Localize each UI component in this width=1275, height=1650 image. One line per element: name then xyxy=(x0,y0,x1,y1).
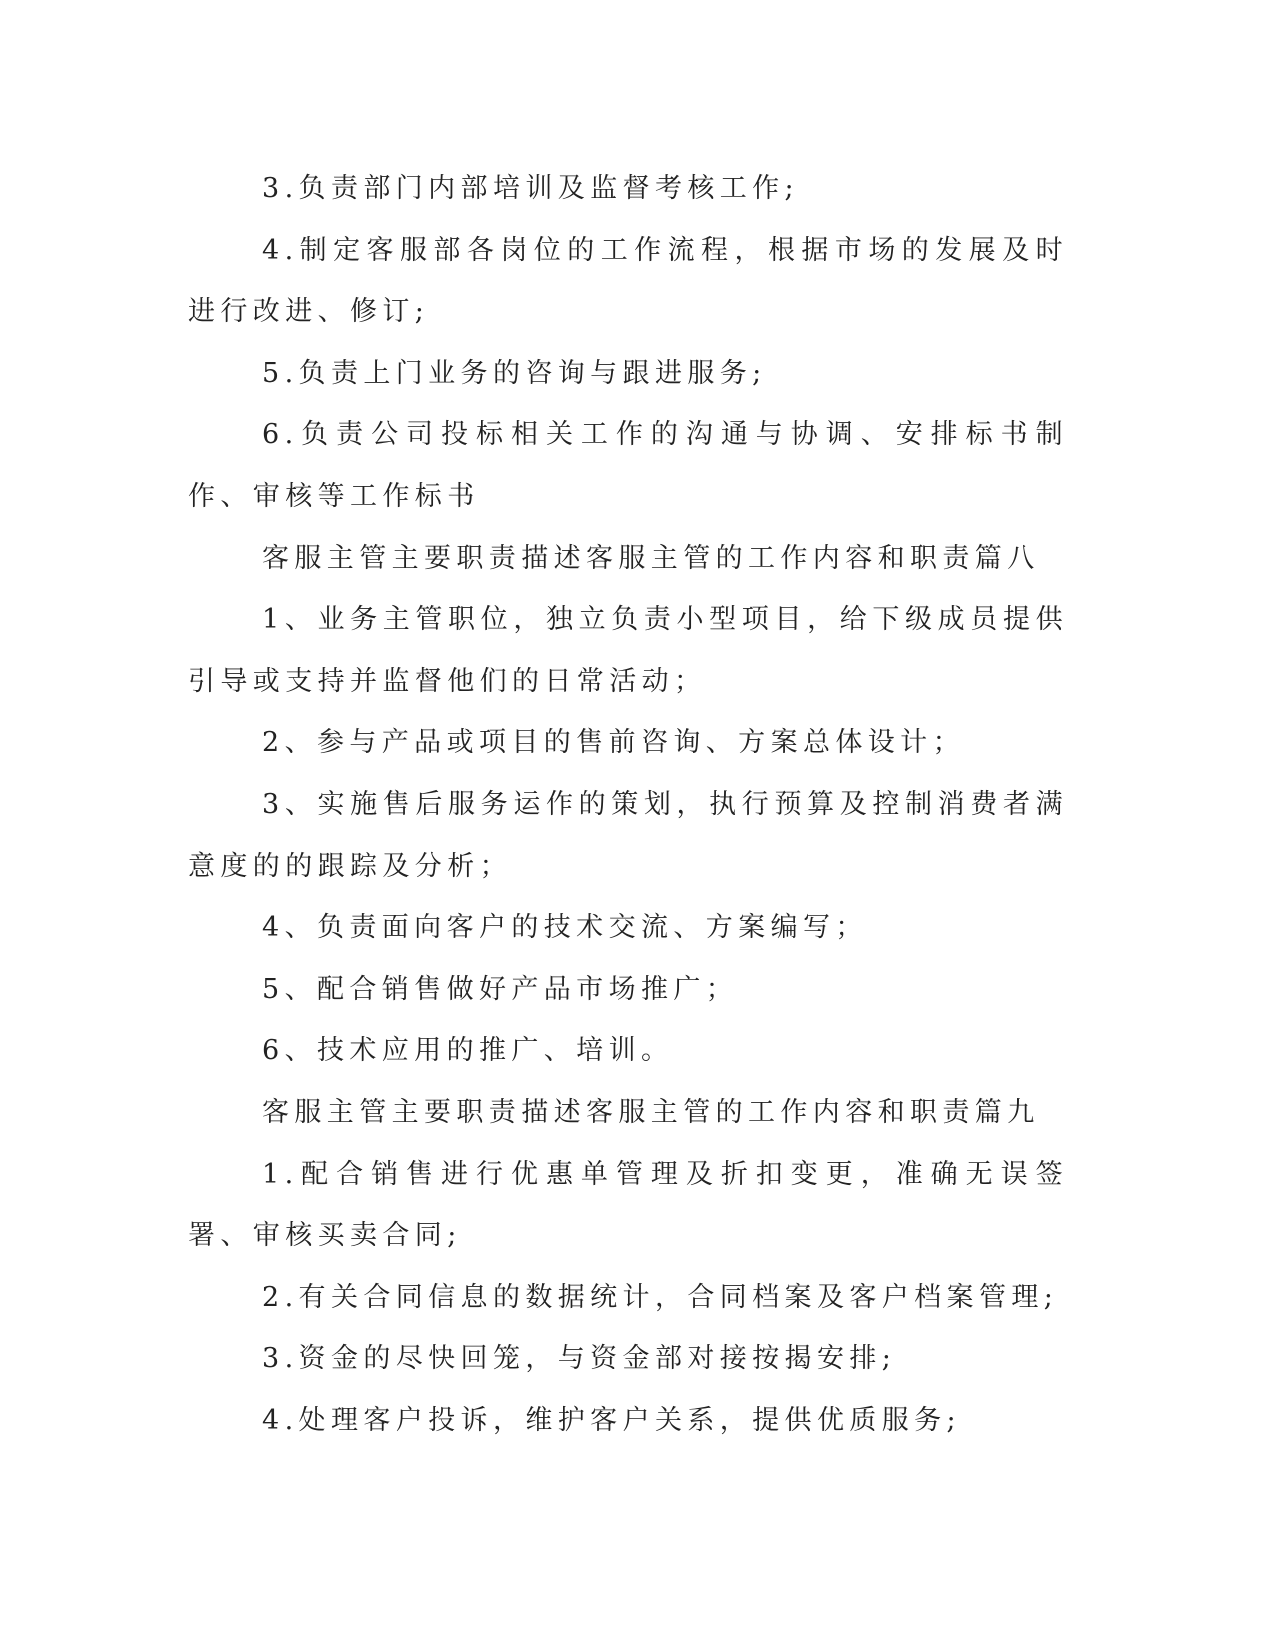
paragraph-duty-4-workflow: 4.制定客服部各岗位的工作流程，根据市场的发展及时进行改进、修订; xyxy=(188,234,1068,328)
paragraph-duty-5-onsite-service: 5.负责上门业务的咨询与跟进服务; xyxy=(262,357,767,389)
paragraph-duty-3-training: 3.负责部门内部培训及监督考核工作; xyxy=(262,173,800,204)
paragraph-part8-item-5: 5、配合销售做好产品市场推广； xyxy=(262,973,739,1005)
section-heading-part-9: 客服主管主要职责描述客服主管的工作内容和职责篇九 xyxy=(262,1096,1040,1128)
section-heading-part-8: 客服主管主要职责描述客服主管的工作内容和职责篇八 xyxy=(262,542,1040,574)
document-body xyxy=(188,158,1068,1451)
paragraph-part8-item-3: 3、实施售后服务运作的策划，执行预算及控制消费者满意度的的跟踪及分析； xyxy=(188,788,1068,882)
paragraph-part8-item-2: 2、参与产品或项目的售前咨询、方案总体设计； xyxy=(262,727,965,759)
paragraph-part8-item-6: 6、技术应用的推广、培训。 xyxy=(262,1035,674,1067)
paragraph-part9-item-1: 1.配合销售进行优惠单管理及折扣变更，准确无误签署、审核买卖合同; xyxy=(188,1158,1068,1252)
paragraph-part8-item-1: 1、业务主管职位，独立负责小型项目，给下级成员提供引导或支持并监督他们的日常活动； xyxy=(188,604,1068,697)
paragraph-part8-item-4: 4、负责面向客户的技术交流、方案编写； xyxy=(262,912,868,944)
paragraph-part9-item-4: 4.处理客户投诉，维护客户关系，提供优质服务; xyxy=(262,1404,962,1436)
paragraph-part9-item-2: 2.有关合同信息的数据统计，合同档案及客户档案管理; xyxy=(262,1281,1059,1313)
paragraph-duty-6-bidding: 6.负责公司投标相关工作的沟通与协调、安排标书制作、审核等工作标书 xyxy=(188,419,1068,512)
paragraph-part9-item-3: 3.资金的尽快回笼，与资金部对接按揭安排; xyxy=(262,1343,897,1375)
